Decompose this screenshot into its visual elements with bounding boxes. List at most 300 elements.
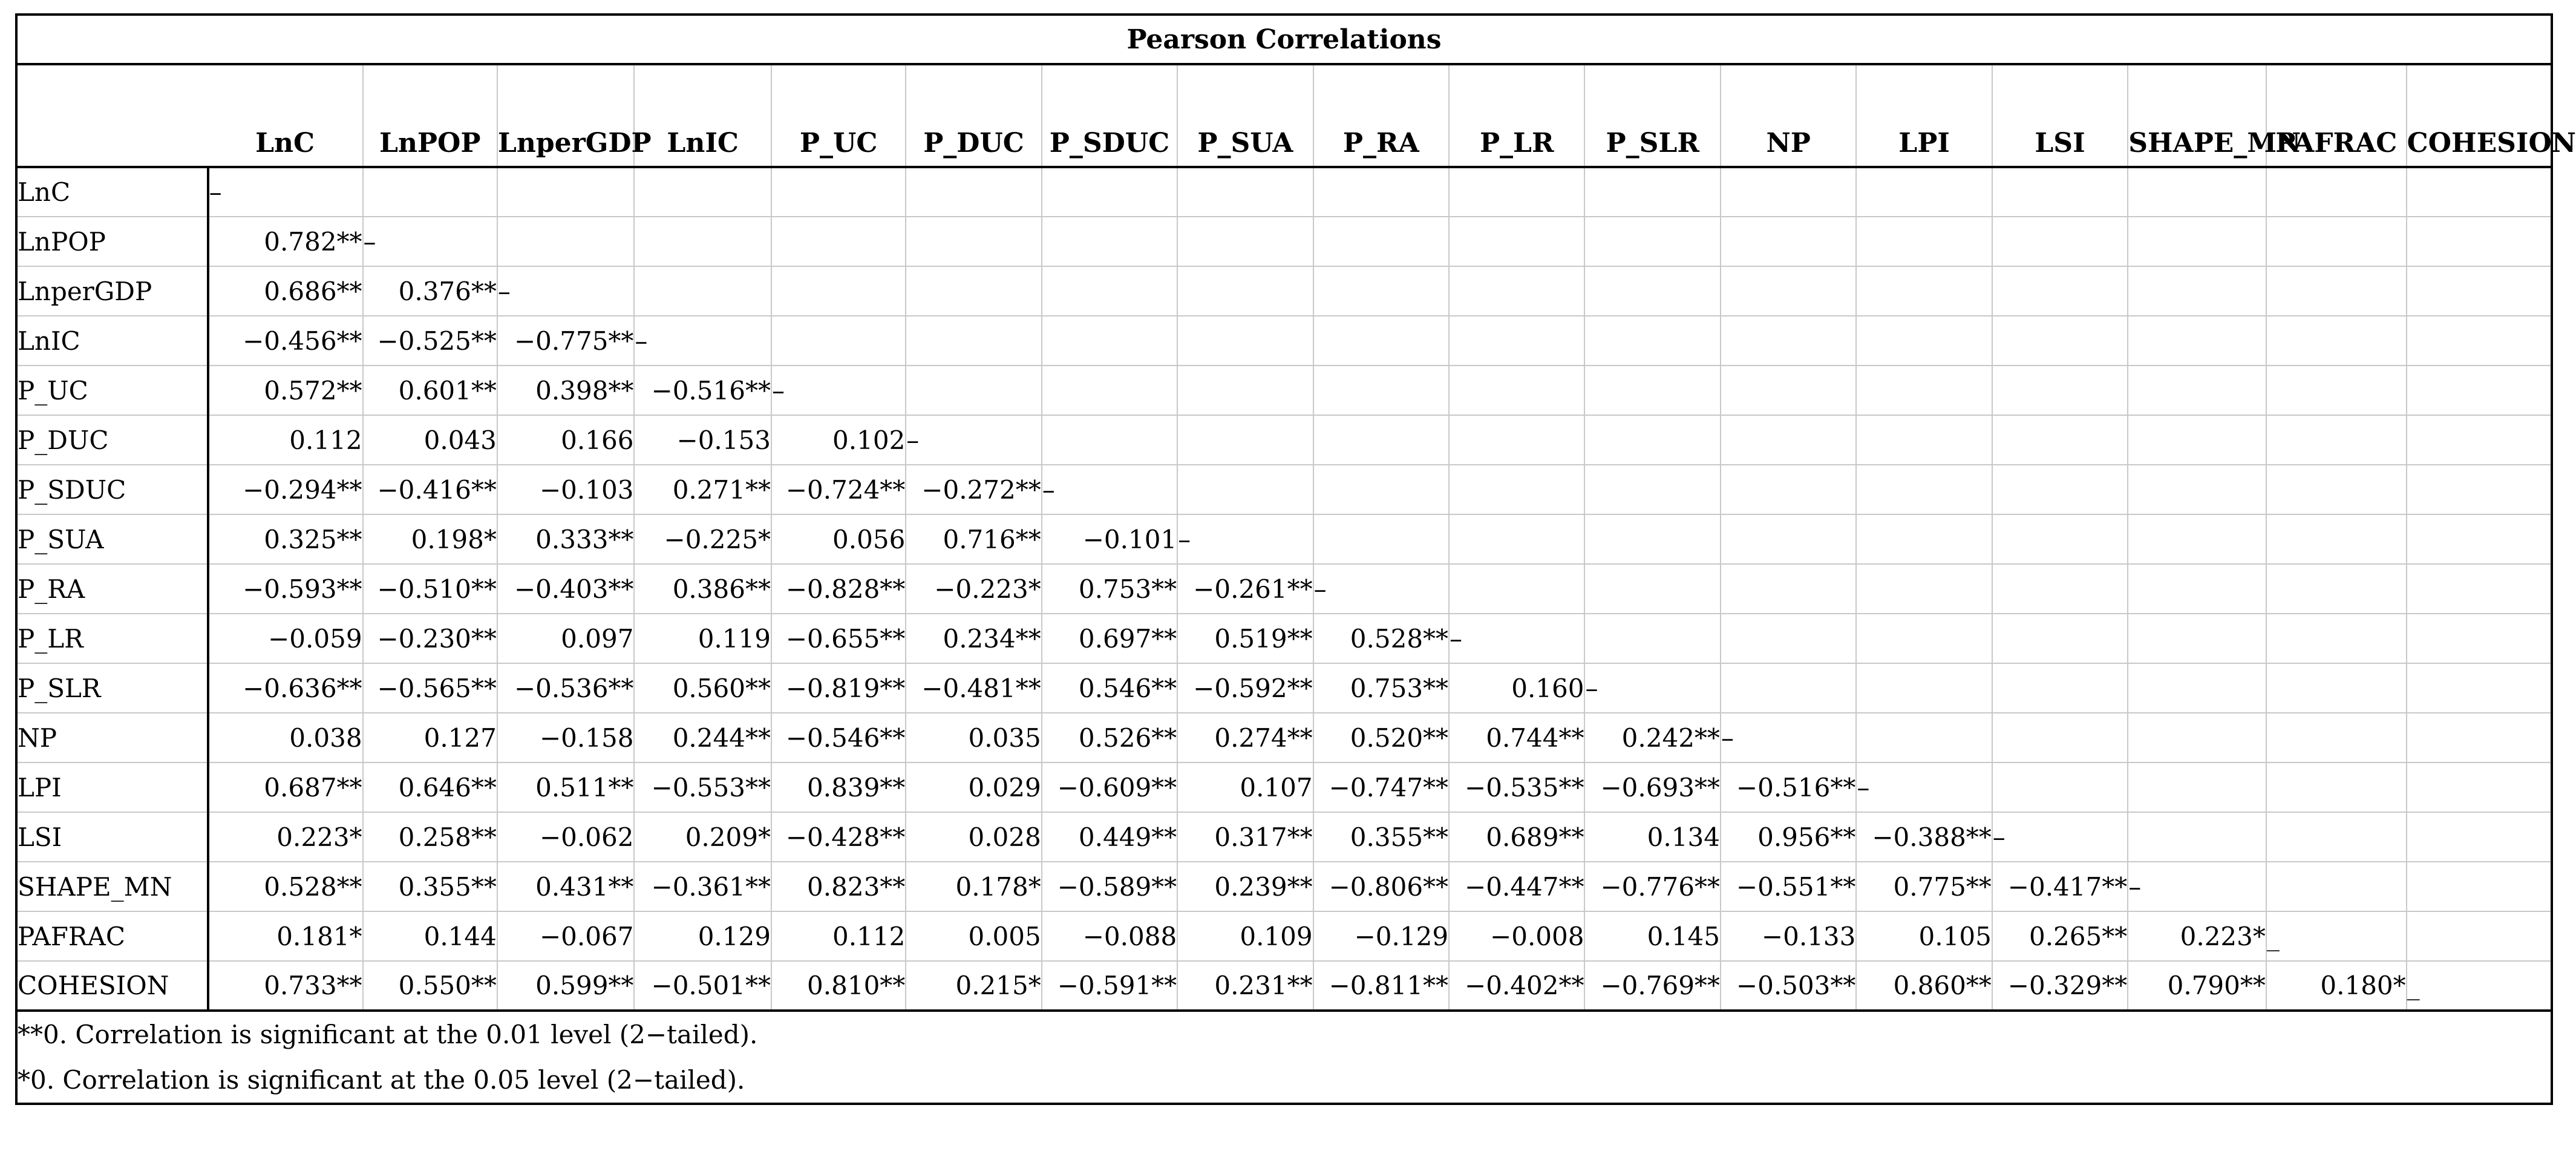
correlation-cell: 0.526**	[1042, 713, 1177, 762]
correlation-cell: −0.609**	[1042, 762, 1177, 812]
correlation-cell: −0.551**	[1721, 862, 1856, 911]
correlation-cell	[1721, 266, 1856, 316]
correlation-cell: –	[497, 266, 635, 316]
correlation-cell: −0.553**	[634, 762, 771, 812]
column-header: NP	[1721, 64, 1856, 167]
correlation-cell: 0.333**	[497, 514, 635, 564]
table-row	[18, 614, 2551, 663]
correlation-cell: 0.234**	[906, 614, 1041, 663]
correlation-cell: 0.528**	[1313, 614, 1449, 663]
row-label: LSI	[18, 812, 208, 862]
correlation-cell	[1721, 663, 1856, 713]
correlation-cell: –	[2128, 862, 2266, 911]
correlation-cell: 0.782**	[208, 217, 363, 266]
correlation-cell: 0.231**	[1177, 961, 1313, 1011]
correlation-cell: –	[363, 217, 497, 266]
correlation-cell	[2266, 217, 2407, 266]
correlation-cell: −0.088	[1042, 911, 1177, 961]
correlation-cell: −0.819**	[771, 663, 906, 713]
correlation-cell	[1856, 167, 1992, 217]
correlation-cell	[1856, 465, 1992, 514]
column-header: P_SLR	[1584, 64, 1720, 167]
correlation-cell: 0.112	[771, 911, 906, 961]
correlation-cell: −0.481**	[906, 663, 1041, 713]
correlation-cell: −0.776**	[1584, 862, 1720, 911]
correlation-cell: −0.129	[1313, 911, 1449, 961]
title-row	[18, 16, 2551, 64]
row-label: P_DUC	[18, 415, 208, 465]
correlation-cell	[1449, 167, 1584, 217]
note-row	[18, 1057, 2551, 1103]
correlation-cell: −0.447**	[1449, 862, 1584, 911]
correlation-cell: 0.449**	[1042, 812, 1177, 862]
correlation-cell	[906, 316, 1041, 366]
row-label: LnperGDP	[18, 266, 208, 316]
correlation-cell: 0.242**	[1584, 713, 1720, 762]
correlation-cell	[1177, 266, 1313, 316]
correlation-cell: −0.593**	[208, 564, 363, 614]
correlation-cell: 0.560**	[634, 663, 771, 713]
correlation-cell: −0.525**	[363, 316, 497, 366]
correlation-cell	[1584, 167, 1720, 217]
correlation-cell	[1992, 614, 2128, 663]
column-header: LnIC	[634, 64, 771, 167]
correlation-cell: 0.178*	[906, 862, 1041, 911]
correlation-cell: −0.062	[497, 812, 635, 862]
correlation-cell	[2128, 762, 2266, 812]
correlation-cell: 0.733**	[208, 961, 363, 1011]
correlation-cell	[2266, 266, 2407, 316]
correlation-cell: 0.386**	[634, 564, 771, 614]
correlation-cell: −0.230**	[363, 614, 497, 663]
pearson-correlation-table	[18, 16, 2576, 1103]
correlation-cell	[1992, 316, 2128, 366]
correlation-cell	[1721, 167, 1856, 217]
correlation-cell	[497, 217, 635, 266]
correlation-cell: 0.028	[906, 812, 1041, 862]
correlation-cell	[771, 217, 906, 266]
correlation-cell: 0.181*	[208, 911, 363, 961]
correlation-cell: –	[1042, 465, 1177, 514]
correlation-cell	[2128, 812, 2266, 862]
correlation-cell	[1449, 514, 1584, 564]
correlation-cell	[1856, 415, 1992, 465]
table-row	[18, 961, 2551, 1011]
correlation-cell: 0.127	[363, 713, 497, 762]
correlation-cell: −0.403**	[497, 564, 635, 614]
correlation-cell: 0.271**	[634, 465, 771, 514]
table-row	[18, 762, 2551, 812]
correlation-cell	[2128, 266, 2266, 316]
correlation-cell	[1177, 217, 1313, 266]
correlation-cell	[2128, 564, 2266, 614]
correlation-cell: −0.153	[634, 415, 771, 465]
correlation-cell	[1177, 465, 1313, 514]
correlation-cell: −0.510**	[363, 564, 497, 614]
correlation-cell	[2128, 465, 2266, 514]
correlation-cell: 0.431**	[497, 862, 635, 911]
correlation-cell	[1449, 366, 1584, 415]
correlation-cell: 0.790**	[2128, 961, 2266, 1011]
significance-note: **0. Correlation is significant at the 0.01 level (2−tailed).	[18, 1019, 758, 1049]
correlation-cell: 0.043	[363, 415, 497, 465]
correlation-cell	[771, 316, 906, 366]
correlation-cell	[2407, 564, 2551, 614]
correlation-cell: –	[1721, 713, 1856, 762]
correlation-cell: 0.198*	[363, 514, 497, 564]
correlation-cell	[1721, 366, 1856, 415]
column-header: PAFRAC	[2266, 64, 2407, 167]
correlation-cell	[1721, 415, 1856, 465]
correlation-cell	[2266, 614, 2407, 663]
correlation-cell: 0.180*	[2266, 961, 2407, 1011]
correlation-cell	[1042, 167, 1177, 217]
correlation-cell: 0.144	[363, 911, 497, 961]
correlation-cell	[2407, 713, 2551, 762]
correlation-cell	[1584, 514, 1720, 564]
correlation-cell	[2128, 614, 2266, 663]
correlation-cell: _	[2266, 911, 2407, 961]
correlation-cell	[1449, 316, 1584, 366]
corner-cell	[18, 64, 208, 167]
correlation-cell: 0.689**	[1449, 812, 1584, 862]
table-row	[18, 366, 2551, 415]
table-row	[18, 217, 2551, 266]
correlation-cell	[2266, 812, 2407, 862]
column-header: LSI	[1992, 64, 2128, 167]
correlation-cell	[1313, 167, 1449, 217]
correlation-cell: 0.775**	[1856, 862, 1992, 911]
correlation-cell: −0.158	[497, 713, 635, 762]
correlation-cell: 0.646**	[363, 762, 497, 812]
correlation-cell: −0.272**	[906, 465, 1041, 514]
correlation-cell	[1992, 713, 2128, 762]
correlation-cell	[2128, 713, 2266, 762]
row-label: COHESION	[18, 961, 208, 1011]
row-label: P_SLR	[18, 663, 208, 713]
correlation-cell	[1856, 614, 1992, 663]
correlation-cell: 0.102	[771, 415, 906, 465]
correlation-cell: 0.376**	[363, 266, 497, 316]
correlation-cell: 0.265**	[1992, 911, 2128, 961]
correlation-cell	[2266, 167, 2407, 217]
correlation-cell: 0.258**	[363, 812, 497, 862]
correlation-cell	[2266, 465, 2407, 514]
correlation-cell	[2266, 564, 2407, 614]
correlation-cell	[1177, 316, 1313, 366]
correlation-cell: 0.355**	[363, 862, 497, 911]
correlation-cell	[2266, 713, 2407, 762]
correlation-cell: 0.687**	[208, 762, 363, 812]
correlation-cell	[2266, 316, 2407, 366]
table-row	[18, 862, 2551, 911]
correlation-cell	[1856, 663, 1992, 713]
correlation-cell	[1856, 217, 1992, 266]
correlation-cell: 0.325**	[208, 514, 363, 564]
correlation-cell	[2266, 514, 2407, 564]
correlation-cell	[1313, 465, 1449, 514]
correlation-cell: −0.261**	[1177, 564, 1313, 614]
correlation-cell: −0.417**	[1992, 862, 2128, 911]
column-header: P_DUC	[906, 64, 1041, 167]
column-header: LnperGDP	[497, 64, 635, 167]
correlation-cell	[1992, 465, 2128, 514]
correlation-cell	[2266, 762, 2407, 812]
correlation-cell	[1313, 316, 1449, 366]
correlation-cell: 0.223*	[208, 812, 363, 862]
correlation-cell	[1584, 614, 1720, 663]
correlation-cell: 0.511**	[497, 762, 635, 812]
correlation-cell	[1449, 217, 1584, 266]
correlation-cell	[1042, 217, 1177, 266]
correlation-cell	[1721, 217, 1856, 266]
correlation-cell	[2407, 266, 2551, 316]
column-header: P_SDUC	[1042, 64, 1177, 167]
correlation-cell: 0.823**	[771, 862, 906, 911]
correlation-cell	[2266, 415, 2407, 465]
correlation-cell: −0.361**	[634, 862, 771, 911]
table-row	[18, 415, 2551, 465]
correlation-cell: –	[1177, 514, 1313, 564]
correlation-cell	[2407, 514, 2551, 564]
correlation-cell: −0.501**	[634, 961, 771, 1011]
correlation-cell: −0.388**	[1856, 812, 1992, 862]
correlation-cell	[1313, 266, 1449, 316]
correlation-cell: 0.160	[1449, 663, 1584, 713]
correlation-cell: −0.516**	[1721, 762, 1856, 812]
correlation-cell	[634, 217, 771, 266]
correlation-cell: 0.244**	[634, 713, 771, 762]
correlation-cell: 0.550**	[363, 961, 497, 1011]
correlation-cell	[1992, 167, 2128, 217]
correlation-cell	[1449, 266, 1584, 316]
correlation-cell: 0.107	[1177, 762, 1313, 812]
correlation-cell: 0.166	[497, 415, 635, 465]
correlation-cell	[1449, 415, 1584, 465]
correlation-cell	[1721, 564, 1856, 614]
table-row	[18, 663, 2551, 713]
correlation-cell	[1449, 564, 1584, 614]
correlation-cell	[1313, 415, 1449, 465]
correlation-cell	[1313, 366, 1449, 415]
correlation-cell	[1721, 465, 1856, 514]
correlation-cell	[1992, 217, 2128, 266]
column-header: P_RA	[1313, 64, 1449, 167]
correlation-cell	[2407, 663, 2551, 713]
correlation-cell: −0.059	[208, 614, 363, 663]
correlation-cell	[771, 167, 906, 217]
column-header: SHAPE_MN	[2128, 64, 2266, 167]
correlation-cell	[634, 167, 771, 217]
correlation-cell: 0.129	[634, 911, 771, 961]
correlation-cell	[1856, 564, 1992, 614]
table-row	[18, 713, 2551, 762]
correlation-cell: −0.516**	[634, 366, 771, 415]
correlation-cell: 0.355**	[1313, 812, 1449, 862]
correlation-cell	[1856, 713, 1992, 762]
row-label: P_LR	[18, 614, 208, 663]
correlation-cell	[1721, 614, 1856, 663]
correlation-cell: 0.520**	[1313, 713, 1449, 762]
correlation-cell: 0.810**	[771, 961, 906, 1011]
correlation-cell: −0.456**	[208, 316, 363, 366]
correlation-cell: −0.747**	[1313, 762, 1449, 812]
correlation-cell: –	[1449, 614, 1584, 663]
correlation-cell	[1721, 514, 1856, 564]
correlation-cell	[1042, 266, 1177, 316]
correlation-cell: −0.294**	[208, 465, 363, 514]
correlation-cell	[634, 266, 771, 316]
correlation-cell	[2128, 514, 2266, 564]
correlation-cell: 0.744**	[1449, 713, 1584, 762]
correlation-cell: 0.239**	[1177, 862, 1313, 911]
correlation-cell	[2128, 217, 2266, 266]
correlation-cell: −0.402**	[1449, 961, 1584, 1011]
correlation-cell: 0.572**	[208, 366, 363, 415]
table-notes	[18, 1011, 2551, 1103]
row-label: LPI	[18, 762, 208, 812]
correlation-cell: 0.223*	[2128, 911, 2266, 961]
correlation-cell: −0.591**	[1042, 961, 1177, 1011]
correlation-cell: 0.697**	[1042, 614, 1177, 663]
correlation-cell	[1042, 366, 1177, 415]
correlation-cell	[2407, 465, 2551, 514]
correlation-cell: 0.686**	[208, 266, 363, 316]
correlation-cell: 0.097	[497, 614, 635, 663]
correlation-cell	[1992, 663, 2128, 713]
correlation-cell	[771, 266, 906, 316]
table-body	[18, 167, 2551, 1011]
correlation-cell: –	[771, 366, 906, 415]
correlation-cell: −0.769**	[1584, 961, 1720, 1011]
correlation-cell	[1992, 366, 2128, 415]
correlation-cell	[2407, 614, 2551, 663]
correlation-cell	[1584, 465, 1720, 514]
correlation-cell	[2407, 366, 2551, 415]
correlation-cell	[1313, 514, 1449, 564]
correlation-cell	[1584, 217, 1720, 266]
table-row	[18, 514, 2551, 564]
correlation-cell	[2407, 217, 2551, 266]
correlation-cell: −0.655**	[771, 614, 906, 663]
correlation-cell	[1992, 415, 2128, 465]
significance-note: *0. Correlation is significant at the 0.05 level (2−tailed).	[18, 1064, 745, 1095]
correlation-cell: –	[1584, 663, 1720, 713]
correlation-cell: 0.134	[1584, 812, 1720, 862]
table-row	[18, 167, 2551, 217]
correlation-cell: 0.753**	[1042, 564, 1177, 614]
correlation-cell: 0.528**	[208, 862, 363, 911]
correlation-cell: −0.636**	[208, 663, 363, 713]
correlation-cell	[906, 217, 1041, 266]
correlation-cell: 0.215*	[906, 961, 1041, 1011]
row-label: PAFRAC	[18, 911, 208, 961]
correlation-cell	[906, 167, 1041, 217]
table-row	[18, 812, 2551, 862]
correlation-cell	[497, 167, 635, 217]
correlation-cell: 0.038	[208, 713, 363, 762]
correlation-cell	[2407, 316, 2551, 366]
column-header: LPI	[1856, 64, 1992, 167]
correlation-cell	[2407, 911, 2551, 961]
correlation-cell: 0.956**	[1721, 812, 1856, 862]
correlation-cell	[2407, 862, 2551, 911]
correlation-cell: −0.724**	[771, 465, 906, 514]
correlation-cell	[1992, 514, 2128, 564]
correlation-cell	[2128, 415, 2266, 465]
correlation-cell: 0.274**	[1177, 713, 1313, 762]
correlation-table-frame	[15, 13, 2576, 1105]
correlation-cell: −0.535**	[1449, 762, 1584, 812]
correlation-cell	[906, 266, 1041, 316]
table-row	[18, 316, 2551, 366]
correlation-cell	[1992, 564, 2128, 614]
correlation-cell: 0.716**	[906, 514, 1041, 564]
column-header: P_SUA	[1177, 64, 1313, 167]
table-row	[18, 266, 2551, 316]
note-row	[18, 1011, 2551, 1057]
correlation-cell	[1584, 564, 1720, 614]
correlation-cell: –	[1856, 762, 1992, 812]
correlation-cell: 0.109	[1177, 911, 1313, 961]
column-header: LnPOP	[363, 64, 497, 167]
correlation-cell: 0.119	[634, 614, 771, 663]
correlation-cell: _	[2407, 961, 2551, 1011]
correlation-cell	[2266, 862, 2407, 911]
correlation-cell	[2407, 415, 2551, 465]
correlation-cell: −0.592**	[1177, 663, 1313, 713]
correlation-cell	[1584, 316, 1720, 366]
correlation-cell	[1449, 465, 1584, 514]
correlation-cell	[2128, 316, 2266, 366]
correlation-cell	[1042, 415, 1177, 465]
correlation-cell: 0.105	[1856, 911, 1992, 961]
correlation-cell: 0.839**	[771, 762, 906, 812]
correlation-cell	[2407, 167, 2551, 217]
correlation-cell	[1584, 266, 1720, 316]
correlation-cell: −0.225*	[634, 514, 771, 564]
table-row	[18, 911, 2551, 961]
correlation-cell	[1584, 415, 1720, 465]
correlation-cell	[1177, 366, 1313, 415]
correlation-cell: −0.693**	[1584, 762, 1720, 812]
correlation-cell: 0.209*	[634, 812, 771, 862]
column-header: COHESION	[2407, 64, 2551, 167]
correlation-cell	[1992, 762, 2128, 812]
row-label: LnIC	[18, 316, 208, 366]
row-label: LnC	[18, 167, 208, 217]
correlation-cell: −0.811**	[1313, 961, 1449, 1011]
correlation-cell: –	[1313, 564, 1449, 614]
correlation-cell: −0.067	[497, 911, 635, 961]
correlation-cell: −0.503**	[1721, 961, 1856, 1011]
correlation-cell	[1856, 266, 1992, 316]
table-title: Pearson Correlations	[18, 16, 2551, 64]
row-label: SHAPE_MN	[18, 862, 208, 911]
correlation-cell	[1721, 316, 1856, 366]
correlation-cell: −0.806**	[1313, 862, 1449, 911]
correlation-cell: 0.112	[208, 415, 363, 465]
table-row	[18, 465, 2551, 514]
correlation-cell	[363, 167, 497, 217]
correlation-cell: 0.546**	[1042, 663, 1177, 713]
table-row	[18, 564, 2551, 614]
correlation-cell	[1992, 266, 2128, 316]
correlation-cell: 0.317**	[1177, 812, 1313, 862]
correlation-cell: 0.005	[906, 911, 1041, 961]
column-header-row	[18, 64, 2551, 167]
correlation-cell: 0.601**	[363, 366, 497, 415]
